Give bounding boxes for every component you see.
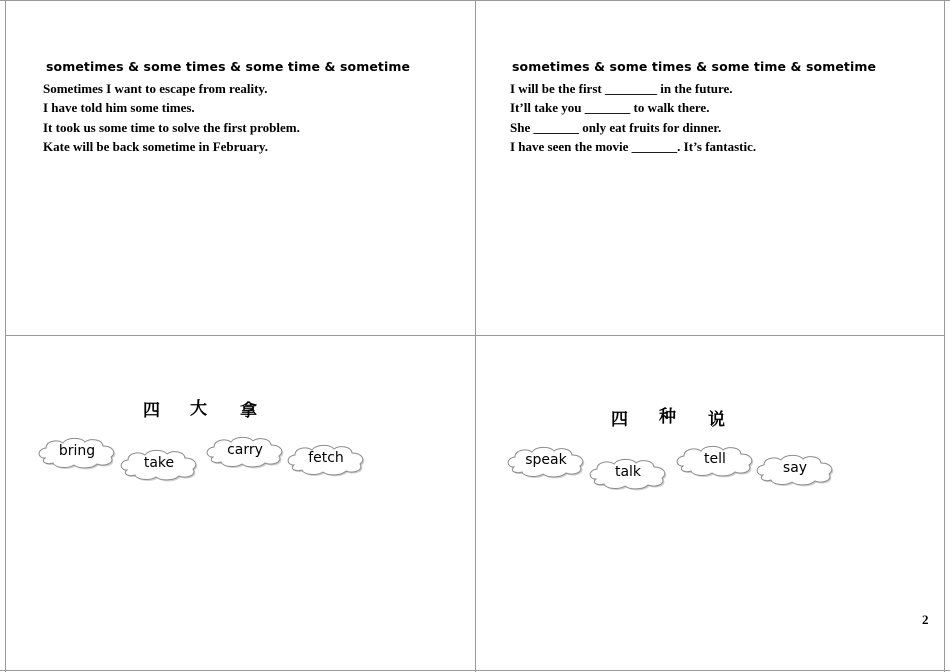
- slide-title-char: 四: [143, 401, 160, 421]
- border-right: [944, 0, 945, 672]
- cloud-word: carry: [227, 442, 263, 458]
- exercise-sentence: I will be the first ________ in the future.: [510, 81, 733, 96]
- cloud-word: bring: [58, 443, 96, 459]
- slide-examples: [0, 0, 475, 335]
- exercise-sentence: It’ll take you _______ to walk there.: [510, 100, 710, 115]
- example-sentence: I have told him some times.: [43, 100, 195, 115]
- word-cloud-talk: [586, 457, 670, 491]
- slide-exercise: [476, 0, 944, 335]
- word-cloud-fetch: [284, 443, 368, 477]
- cloud-word: fetch: [308, 450, 344, 466]
- cloud-word: speak: [525, 452, 567, 468]
- exercise-sentence: I have seen the movie _______. It’s fantastic.: [510, 139, 757, 154]
- cloud-word: talk: [614, 464, 642, 480]
- slide-title-char: 大: [190, 399, 207, 419]
- word-cloud-say: [753, 453, 837, 487]
- slide-title-char: 拿: [240, 401, 257, 421]
- slide-title-char: 说: [708, 410, 725, 430]
- page-number: 2: [922, 612, 929, 627]
- slide-four-take-verbs: [0, 336, 475, 670]
- exercise-sentence: She _______ only eat fruits for dinner.: [510, 120, 722, 135]
- slide-title-char: 种: [659, 407, 676, 427]
- cloud-word: say: [782, 460, 808, 476]
- word-cloud-speak: [504, 445, 588, 479]
- word-cloud-carry: [203, 435, 287, 469]
- slide-title-char: 四: [611, 410, 628, 430]
- word-cloud-bring: [35, 436, 119, 470]
- slide-four-say-verbs: [476, 336, 944, 670]
- slide-heading: sometimes & some times & some time & sometime: [46, 59, 411, 74]
- cloud-word: take: [143, 455, 175, 471]
- word-cloud-tell: [673, 444, 757, 478]
- cloud-word: tell: [704, 451, 726, 467]
- example-sentence: It took us some time to solve the first problem.: [43, 120, 300, 135]
- example-sentence: Kate will be back sometime in February.: [43, 139, 268, 154]
- slide-heading: sometimes & some times & some time & sometime: [512, 59, 877, 74]
- word-cloud-take: [117, 448, 201, 482]
- example-sentence: Sometimes I want to escape from reality.: [43, 81, 268, 96]
